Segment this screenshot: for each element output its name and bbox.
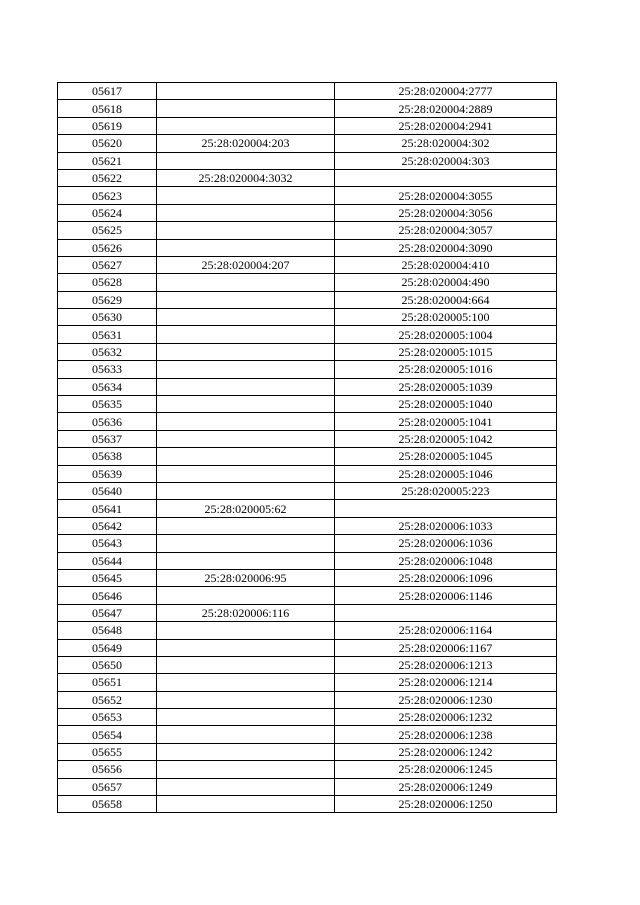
table-row	[58, 326, 557, 343]
cadastral-number-cell: 25:28:020006:1242	[335, 743, 557, 760]
previous-cadastral-number-cell	[157, 448, 335, 465]
cadastral-number-cell: 25:28:020004:302	[335, 135, 557, 152]
row-number-cell: 05633	[58, 361, 157, 378]
table-row	[58, 135, 557, 152]
table-row	[58, 465, 557, 482]
cadastral-number-cell: 25:28:020006:1164	[335, 622, 557, 639]
table-row	[58, 152, 557, 169]
table-row	[58, 482, 557, 499]
table-row	[58, 587, 557, 604]
row-number-cell: 05638	[58, 448, 157, 465]
table-row	[58, 100, 557, 117]
cadastral-number-cell: 25:28:020006:1048	[335, 552, 557, 569]
cadastral-number-cell: 25:28:020005:1040	[335, 396, 557, 413]
table-row	[58, 604, 557, 621]
previous-cadastral-number-cell	[157, 552, 335, 569]
cadastral-number-cell: 25:28:020004:2941	[335, 117, 557, 134]
previous-cadastral-number-cell	[157, 778, 335, 795]
table-row	[58, 274, 557, 291]
row-number-cell: 05645	[58, 569, 157, 586]
table-row	[58, 222, 557, 239]
table-row	[58, 378, 557, 395]
cadastral-number-cell: 25:28:020004:303	[335, 152, 557, 169]
row-number-cell: 05644	[58, 552, 157, 569]
table-row	[58, 291, 557, 308]
cadastral-number-cell: 25:28:020005:1042	[335, 430, 557, 447]
row-number-cell: 05640	[58, 482, 157, 499]
cadastral-number-cell: 25:28:020006:1033	[335, 517, 557, 534]
row-number-cell: 05624	[58, 204, 157, 221]
previous-cadastral-number-cell	[157, 204, 335, 221]
table-row	[58, 256, 557, 273]
previous-cadastral-number-cell	[157, 674, 335, 691]
row-number-cell: 05652	[58, 691, 157, 708]
table-row	[58, 796, 557, 813]
row-number-cell: 05622	[58, 169, 157, 186]
previous-cadastral-number-cell: 25:28:020005:62	[157, 500, 335, 517]
row-number-cell: 05627	[58, 256, 157, 273]
previous-cadastral-number-cell	[157, 361, 335, 378]
cadastral-number-cell: 25:28:020006:1245	[335, 761, 557, 778]
previous-cadastral-number-cell	[157, 691, 335, 708]
previous-cadastral-number-cell	[157, 639, 335, 656]
table-row	[58, 761, 557, 778]
cadastral-number-cell	[335, 169, 557, 186]
row-number-cell: 05623	[58, 187, 157, 204]
row-number-cell: 05629	[58, 291, 157, 308]
cadastral-number-cell: 25:28:020005:1045	[335, 448, 557, 465]
previous-cadastral-number-cell	[157, 152, 335, 169]
row-number-cell: 05630	[58, 309, 157, 326]
cadastral-number-cell: 25:28:020004:664	[335, 291, 557, 308]
row-number-cell: 05650	[58, 656, 157, 673]
cadastral-number-cell: 25:28:020004:3057	[335, 222, 557, 239]
row-number-cell: 05656	[58, 761, 157, 778]
cadastral-number-cell: 25:28:020005:1015	[335, 343, 557, 360]
table-row	[58, 552, 557, 569]
cadastral-number-table	[57, 82, 557, 813]
row-number-cell: 05620	[58, 135, 157, 152]
previous-cadastral-number-cell: 25:28:020006:116	[157, 604, 335, 621]
row-number-cell: 05658	[58, 796, 157, 813]
cadastral-number-cell: 25:28:020004:3055	[335, 187, 557, 204]
table-row	[58, 743, 557, 760]
table-row	[58, 396, 557, 413]
previous-cadastral-number-cell	[157, 326, 335, 343]
previous-cadastral-number-cell	[157, 413, 335, 430]
previous-cadastral-number-cell	[157, 796, 335, 813]
previous-cadastral-number-cell	[157, 535, 335, 552]
previous-cadastral-number-cell	[157, 343, 335, 360]
table-row	[58, 204, 557, 221]
row-number-cell: 05632	[58, 343, 157, 360]
table-row	[58, 448, 557, 465]
row-number-cell: 05654	[58, 726, 157, 743]
row-number-cell: 05637	[58, 430, 157, 447]
table-row	[58, 639, 557, 656]
cadastral-number-cell: 25:28:020004:410	[335, 256, 557, 273]
previous-cadastral-number-cell	[157, 587, 335, 604]
cadastral-number-cell: 25:28:020006:1096	[335, 569, 557, 586]
row-number-cell: 05651	[58, 674, 157, 691]
row-number-cell: 05639	[58, 465, 157, 482]
cadastral-number-cell: 25:28:020004:490	[335, 274, 557, 291]
previous-cadastral-number-cell	[157, 709, 335, 726]
table-row	[58, 691, 557, 708]
table-row	[58, 83, 557, 100]
cadastral-number-cell: 25:28:020006:1249	[335, 778, 557, 795]
cadastral-number-cell: 25:28:020004:3090	[335, 239, 557, 256]
row-number-cell: 05655	[58, 743, 157, 760]
table-row	[58, 430, 557, 447]
previous-cadastral-number-cell	[157, 239, 335, 256]
row-number-cell: 05636	[58, 413, 157, 430]
table-row	[58, 726, 557, 743]
row-number-cell: 05621	[58, 152, 157, 169]
previous-cadastral-number-cell	[157, 117, 335, 134]
table-row	[58, 187, 557, 204]
previous-cadastral-number-cell	[157, 83, 335, 100]
table-row	[58, 117, 557, 134]
cadastral-number-cell: 25:28:020006:1232	[335, 709, 557, 726]
previous-cadastral-number-cell	[157, 100, 335, 117]
table-row	[58, 239, 557, 256]
previous-cadastral-number-cell	[157, 291, 335, 308]
previous-cadastral-number-cell	[157, 378, 335, 395]
previous-cadastral-number-cell: 25:28:020004:3032	[157, 169, 335, 186]
row-number-cell: 05618	[58, 100, 157, 117]
previous-cadastral-number-cell	[157, 726, 335, 743]
cadastral-number-cell: 25:28:020004:3056	[335, 204, 557, 221]
row-number-cell: 05646	[58, 587, 157, 604]
table-row	[58, 569, 557, 586]
row-number-cell: 05642	[58, 517, 157, 534]
cadastral-number-cell	[335, 500, 557, 517]
row-number-cell: 05619	[58, 117, 157, 134]
row-number-cell: 05617	[58, 83, 157, 100]
row-number-cell: 05631	[58, 326, 157, 343]
previous-cadastral-number-cell: 25:28:020006:95	[157, 569, 335, 586]
previous-cadastral-number-cell	[157, 482, 335, 499]
cadastral-number-cell: 25:28:020006:1213	[335, 656, 557, 673]
row-number-cell: 05628	[58, 274, 157, 291]
cadastral-number-cell: 25:28:020005:1004	[335, 326, 557, 343]
table-row	[58, 500, 557, 517]
row-number-cell: 05648	[58, 622, 157, 639]
table-row	[58, 674, 557, 691]
previous-cadastral-number-cell	[157, 761, 335, 778]
previous-cadastral-number-cell	[157, 622, 335, 639]
row-number-cell: 05653	[58, 709, 157, 726]
row-number-cell: 05625	[58, 222, 157, 239]
cadastral-number-cell: 25:28:020004:2889	[335, 100, 557, 117]
table-row	[58, 169, 557, 186]
previous-cadastral-number-cell	[157, 222, 335, 239]
row-number-cell: 05641	[58, 500, 157, 517]
table-body	[58, 83, 557, 813]
table-row	[58, 343, 557, 360]
cadastral-number-cell: 25:28:020005:223	[335, 482, 557, 499]
previous-cadastral-number-cell	[157, 465, 335, 482]
cadastral-number-cell	[335, 604, 557, 621]
cadastral-number-cell: 25:28:020006:1167	[335, 639, 557, 656]
table-row	[58, 535, 557, 552]
table-row	[58, 361, 557, 378]
cadastral-number-cell: 25:28:020005:100	[335, 309, 557, 326]
previous-cadastral-number-cell	[157, 656, 335, 673]
table-row	[58, 309, 557, 326]
row-number-cell: 05634	[58, 378, 157, 395]
previous-cadastral-number-cell	[157, 430, 335, 447]
row-number-cell: 05643	[58, 535, 157, 552]
previous-cadastral-number-cell: 25:28:020004:207	[157, 256, 335, 273]
cadastral-number-cell: 25:28:020005:1016	[335, 361, 557, 378]
cadastral-number-cell: 25:28:020005:1046	[335, 465, 557, 482]
table-row	[58, 622, 557, 639]
previous-cadastral-number-cell	[157, 743, 335, 760]
previous-cadastral-number-cell	[157, 517, 335, 534]
row-number-cell: 05635	[58, 396, 157, 413]
cadastral-number-cell: 25:28:020005:1041	[335, 413, 557, 430]
cadastral-number-cell: 25:28:020004:2777	[335, 83, 557, 100]
row-number-cell: 05657	[58, 778, 157, 795]
cadastral-number-cell: 25:28:020006:1238	[335, 726, 557, 743]
cadastral-number-cell: 25:28:020006:1214	[335, 674, 557, 691]
previous-cadastral-number-cell: 25:28:020004:203	[157, 135, 335, 152]
table-row	[58, 517, 557, 534]
row-number-cell: 05649	[58, 639, 157, 656]
cadastral-number-cell: 25:28:020005:1039	[335, 378, 557, 395]
cadastral-number-cell: 25:28:020006:1146	[335, 587, 557, 604]
previous-cadastral-number-cell	[157, 396, 335, 413]
previous-cadastral-number-cell	[157, 187, 335, 204]
previous-cadastral-number-cell	[157, 309, 335, 326]
table-row	[58, 656, 557, 673]
table-row	[58, 778, 557, 795]
previous-cadastral-number-cell	[157, 274, 335, 291]
table-row	[58, 413, 557, 430]
row-number-cell: 05626	[58, 239, 157, 256]
table-row	[58, 709, 557, 726]
cadastral-number-cell: 25:28:020006:1250	[335, 796, 557, 813]
row-number-cell: 05647	[58, 604, 157, 621]
cadastral-number-cell: 25:28:020006:1230	[335, 691, 557, 708]
cadastral-number-cell: 25:28:020006:1036	[335, 535, 557, 552]
